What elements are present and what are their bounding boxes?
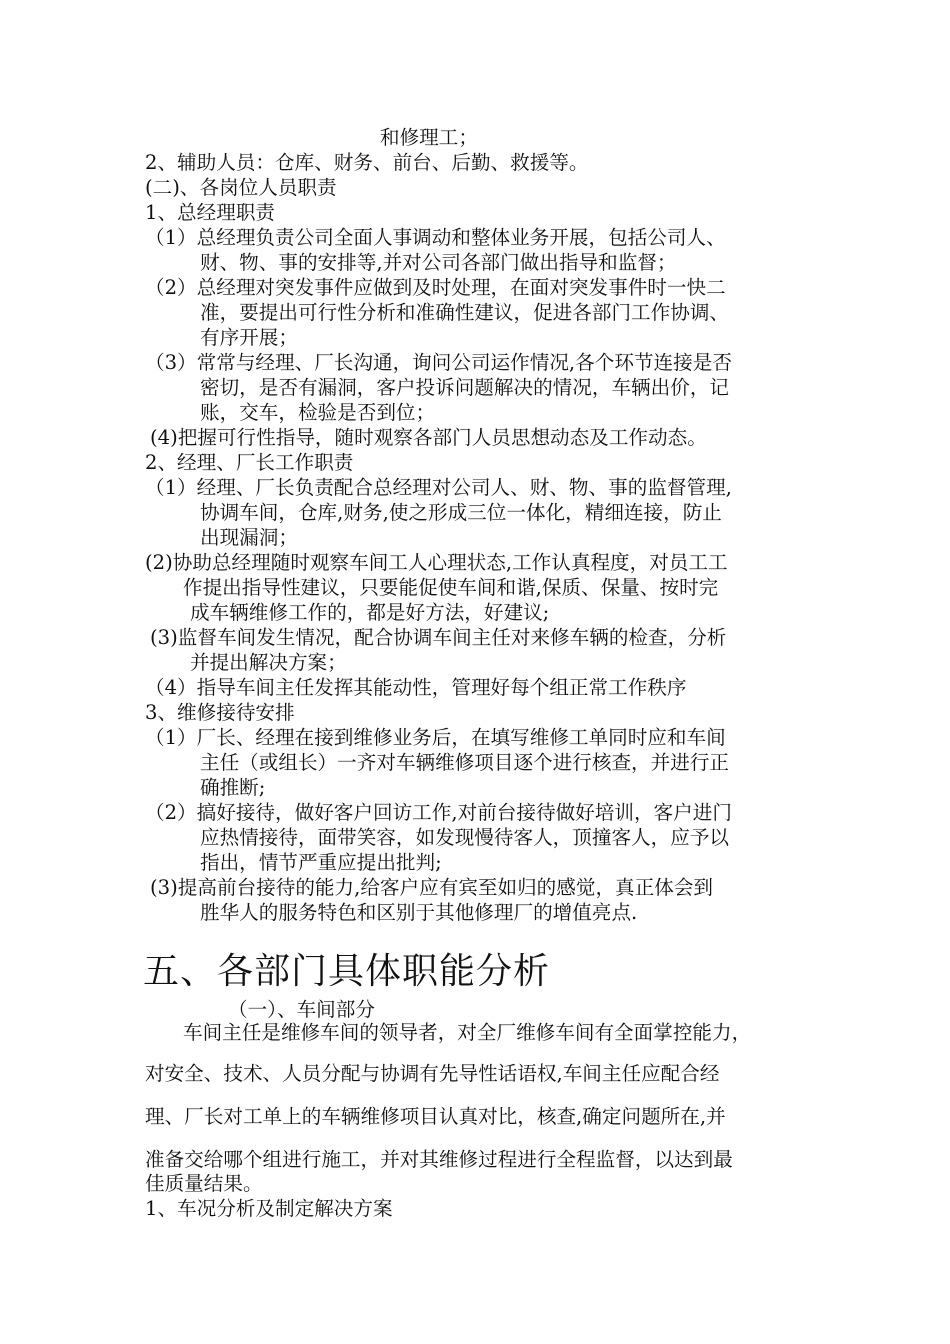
text-line: 3、维修接待安排	[145, 701, 295, 724]
text-line: (二)、各岗位人员职责	[145, 176, 337, 199]
text-line: 理、厂长对工单上的车辆维修项目认真对比，核查,确定问题所在,并	[145, 1105, 726, 1128]
text-line: 确推断;	[200, 776, 266, 799]
text-line: （1）厂长、经理在接到维修业务后，在填写维修工单同时应和车间	[145, 726, 726, 749]
text-line: 账，交车，检验是否到位；	[200, 401, 436, 424]
text-line: 指出，情节严重应提出批判;	[200, 851, 442, 874]
text-line: (3)监督车间发生情况，配合协调车间主任对来修车辆的检查，分析	[150, 626, 727, 649]
text-line: 并提出解决方案；	[190, 651, 347, 674]
text-line: 胜华人的服务特色和区别于其他修理厂的增值亮点.	[200, 901, 638, 924]
text-line: 佳质量结果。	[145, 1172, 263, 1195]
text-line: 准备交给哪个组进行施工，并对其维修过程进行全程监督，以达到最	[145, 1148, 733, 1171]
text-line: 2、辅助人员：仓库、财务、前台、后勤、救援等。	[145, 151, 589, 174]
text-line: （3）常常与经理、厂长沟通，询问公司运作情况,各个环节连接是否	[145, 351, 732, 374]
text-line: 对安全、技术、人员分配与协调有先导性话语权,车间主任应配合经	[145, 1062, 720, 1085]
subsection-title: （一）、车间部分	[228, 998, 375, 1021]
text-line: 准，要提出可行性分析和准确性建议，促进各部门工作协调、	[200, 301, 730, 324]
text-line: （2）总经理对突发事件应做到及时处理，在面对突发事件时一快二	[145, 276, 726, 299]
text-line: 协调车间，仓库,财务,使之形成三位一体化，精细连接，防止	[200, 501, 722, 524]
text-line: （1）经理、厂长负责配合总经理对公司人、财、物、事的监督管理,	[145, 476, 732, 499]
text-line: 和修理工；	[380, 126, 478, 149]
text-line: 2、经理、厂长工作职责	[145, 451, 354, 474]
text-line: 应热情接待，面带笑容，如发现慢待客人，顶撞客人，应予以	[200, 826, 730, 849]
text-line: （4）指导车间主任发挥其能动性，管理好每个组正常工作秩序	[145, 676, 687, 699]
text-line: 出现漏洞；	[200, 526, 298, 549]
text-line: 密切，是否有漏洞，客户投诉问题解决的情况，车辆出价，记	[200, 376, 730, 399]
section-heading: 五、各部门具体职能分析	[143, 951, 551, 992]
text-line: 主任（或组长）一齐对车辆维修项目逐个进行核查，并进行正	[200, 751, 730, 774]
text-line: (3)提高前台接待的能力,给客户应有宾至如归的感觉，真正体会到	[150, 876, 714, 899]
text-line: （2）搞好接待，做好客户回访工作,对前台接待做好培训，客户进门	[145, 801, 732, 824]
text-line: (2)协助总经理随时观察车间工人心理状态,工作认真程度，对员工工	[145, 551, 728, 574]
text-line: 1、车况分析及制定解决方案	[145, 1197, 393, 1220]
text-line: 有序开展；	[200, 326, 298, 349]
text-line: 车间主任是维修车间的领导者，对全厂维修车间有全面掌控能力，	[183, 1021, 752, 1044]
text-line: (4)把握可行性指导，随时观察各部门人员思想动态及工作动态。	[150, 426, 707, 449]
text-line: 作提出指导性建议，只要能促使车间和谐,保质、保量、按时完	[183, 576, 719, 599]
text-line: （1）总经理负责公司全面人事调动和整体业务开展，包括公司人、	[145, 226, 726, 249]
text-line: 成车辆维修工作的，都是好方法，好建议;	[190, 601, 550, 624]
text-line: 财、物、事的安排等,并对公司各部门做出指导和监督；	[200, 251, 677, 274]
text-line: 1、总经理职责	[145, 201, 276, 224]
